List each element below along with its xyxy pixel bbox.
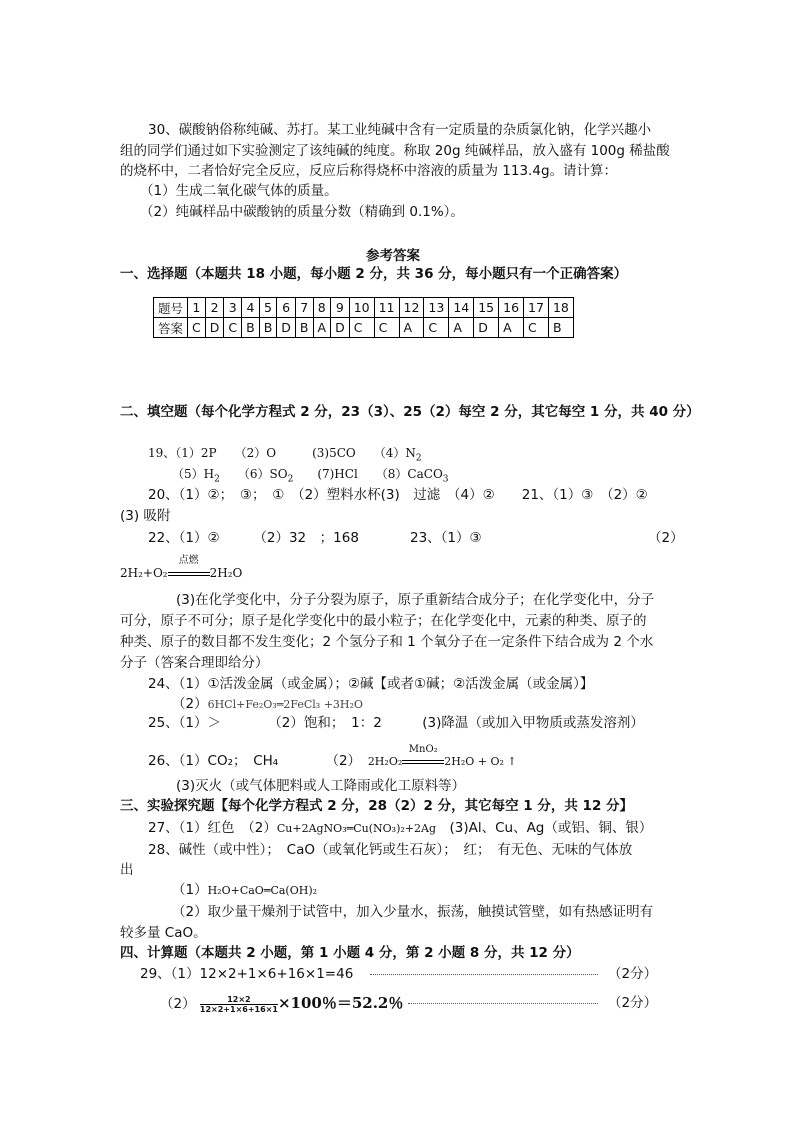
- answer-cell: D: [331, 318, 350, 338]
- answer-29-1: 29、（1）12×2+1×6+16×1=46: [140, 966, 354, 982]
- answer-29-2: [160, 994, 403, 1014]
- answer-21-3: (3) 吸附: [120, 508, 171, 524]
- section2-heading: 二、填空题（每个化学方程式 2 分，23（3）、25（2）每空 2 分，其它每空 1 分，共 40 分）: [120, 404, 700, 420]
- answer-25: 25、（1）＞ （2）饱和； 1：2 (3)降温（或加入甲物质或蒸发溶剂）: [148, 715, 644, 731]
- answers-title: 参考答案: [366, 248, 420, 264]
- question-number: 17: [524, 298, 549, 318]
- answer-28-cont: 出: [120, 862, 134, 878]
- eq-right: 2H₂O + O₂ ↑: [444, 755, 517, 768]
- question-number: 2: [205, 298, 224, 318]
- answer-cell: B: [259, 318, 277, 338]
- answer-23-3-line-4: 分子（答案合理即给分）: [120, 655, 269, 671]
- equation-28: H₂O+CaO═Ca(OH)₂: [207, 884, 318, 897]
- eq-condition: 点燃: [178, 555, 199, 566]
- answer-19b: $(5)H_2$ $(6)SO_2$ (7)HCl （8）CaCO$_3$: [172, 467, 449, 485]
- answer-cell: C: [424, 318, 449, 338]
- a27-text: 27、（1）红色 （2）: [148, 820, 277, 836]
- question-number: 7: [295, 298, 313, 318]
- answer-23-2-label: （2）: [648, 530, 684, 546]
- denominator: 12×2+1×6+16×1: [199, 1004, 278, 1014]
- answer-28-2-cont: 较多量 CaO。: [120, 925, 207, 941]
- equation-24: 6HCl+Fe₂O₃═2FeCl₃ +3H₂O: [207, 698, 363, 711]
- answer-24: 24、（1）①活泼金属（或金属）；②碱【或者①碱；②活泼金属（或金属）】: [148, 676, 594, 692]
- eq-left: 2H₂O₂: [367, 755, 403, 768]
- q30-sub-1: （1）生成二氧化碳气体的质量。: [140, 183, 338, 199]
- answer-cell: B: [295, 318, 313, 338]
- answer-24-2: [172, 695, 363, 714]
- eq-condition: MnO₂: [408, 744, 438, 755]
- section1-heading: 一、选择题（本题共 18 小题，每小题 2 分，共 36 分，每小题只有一个正确答案）: [120, 266, 628, 282]
- question-number: 6: [277, 298, 296, 318]
- question-number: 5: [259, 298, 277, 318]
- equation-27: Cu+2AgNO₃═Cu(NO₃)₂+2Ag: [276, 822, 436, 835]
- answer-23-3-line-2: 可分，原子不可分；原子是化学变化中的最小粒子；在化学变化中，元素的种类、原子的: [120, 613, 647, 629]
- answer-26-3: (3)灭火（或气体肥料或人工降雨或化工原料等）: [176, 778, 466, 794]
- answer-cell: C: [224, 318, 242, 338]
- table-row-numbers: [154, 298, 574, 318]
- answer-cell: A: [499, 318, 524, 338]
- answer-cell: D: [277, 318, 296, 338]
- a27-3: (3)Al、Cu、Ag（或铝、铜、银）: [449, 820, 653, 836]
- score-29-2: （2分）: [608, 995, 658, 1011]
- answer-19-text: 19、（1）2P （2）O (3)5CO （4）N: [148, 446, 416, 460]
- answer-26-text: 26、（1）CO₂； CH₄ （2）: [148, 753, 355, 769]
- row-label: 题号: [154, 298, 188, 318]
- answer-28-1: [172, 881, 317, 900]
- section4-heading: 四、计算题（本题共 2 小题，第 1 小题 4 分，第 2 小题 8 分，共 12 分）: [120, 945, 580, 961]
- eq-left: 2H₂+O₂: [120, 566, 168, 580]
- question-number: 8: [313, 298, 331, 318]
- answer-cell: C: [349, 318, 374, 338]
- answer-23-3-line-3: 种类、原子的数目都不发生变化；2 个氢分子和 1 个氧分子在一定条件下结合成为 2 个水: [120, 634, 654, 650]
- answer-26: [148, 744, 517, 771]
- answer-cell: B: [242, 318, 260, 338]
- answer-23-3-line-1: (3)在化学变化中，分子分裂为原子，原子重新结合成分子；在化学变化中，分子: [176, 592, 655, 608]
- question-number: 11: [374, 298, 399, 318]
- answer-table: [153, 297, 574, 338]
- a19-7: (7)HCl （8）CaCO: [317, 467, 443, 481]
- answer-cell: C: [524, 318, 549, 338]
- score-29-1: （2分）: [608, 966, 658, 982]
- question-number: 13: [424, 298, 449, 318]
- answer-cell: C: [188, 318, 206, 338]
- answer-28-2: （2）取少量干燥剂于试管中，加入少量水，振荡，触摸试管壁，如有热感证明有: [172, 904, 654, 920]
- question-number: 10: [349, 298, 374, 318]
- answer-28: 28、碱性（或中性）； CaO（或氧化钙或生石灰）； 红； 有无色、无味的气体放: [148, 842, 633, 858]
- answer-cell: A: [399, 318, 424, 338]
- section3-heading: 三、实验探究题【每个化学方程式 2 分，28（2）2 分，其它每空 1 分，共 12 分】: [120, 798, 634, 814]
- equation-23: [120, 555, 243, 582]
- result: ×100％＝52.2％: [277, 994, 404, 1012]
- q30-line-2: 组的同学们通过如下实验测定了该纯碱的纯度。称取 20g 纯碱样品，放入盛有 100g 稀盐酸: [120, 143, 670, 159]
- answer-cell: C: [374, 318, 399, 338]
- table-row-answers: [154, 318, 574, 338]
- answer-19: 19、（1）2P （2）O (3)5CO $(4)N_2$: [148, 446, 422, 464]
- answer-27: [148, 819, 652, 838]
- answer-cell: A: [449, 318, 474, 338]
- q30-line-1: 30、碳酸钠俗称纯碱、苏打。某工业纯碱中含有一定质量的杂质氯化钠，化学兴趣小: [148, 122, 652, 138]
- numerator: 12×2: [200, 995, 278, 1005]
- question-number: 1: [188, 298, 206, 318]
- answer-23: 23、（1）③: [410, 530, 482, 546]
- q30-sub-2: （2）纯碱样品中碳酸钠的质量分数（精确到 0.1%）。: [140, 204, 464, 220]
- eq-right: 2H₂O: [209, 566, 243, 580]
- a19-5: （5）H: [172, 467, 215, 481]
- a19-6: （6）SO: [243, 467, 288, 481]
- answer-22: 22、（1）② （2）32 ；168: [148, 530, 359, 546]
- question-number: 15: [474, 298, 499, 318]
- question-number: 18: [548, 298, 573, 318]
- question-number: 12: [399, 298, 424, 318]
- answer-cell: A: [313, 318, 331, 338]
- answer-20-21: 20、（1）②； ③； ① （2）塑料水杯(3) 过滤 （4）② 21、（1）③ （2）②: [148, 487, 648, 503]
- answer-cell: D: [474, 318, 499, 338]
- fraction: [200, 995, 278, 1014]
- label: （2）: [160, 996, 196, 1012]
- label: （1）: [172, 882, 208, 898]
- dot-leader: [370, 965, 598, 983]
- row-label: 答案: [154, 318, 188, 338]
- answer-cell: D: [205, 318, 224, 338]
- q30-line-3: 的烧杯中，二者恰好完全反应，反应后称得烧杯中溶液的质量为 113.4g。请计算：: [120, 163, 618, 179]
- dot-leader: [408, 994, 598, 1012]
- label: （2）: [172, 696, 208, 712]
- answer-cell: B: [548, 318, 573, 338]
- question-number: 16: [499, 298, 524, 318]
- question-number: 3: [224, 298, 242, 318]
- question-number: 14: [449, 298, 474, 318]
- question-number: 9: [331, 298, 350, 318]
- question-number: 4: [242, 298, 260, 318]
